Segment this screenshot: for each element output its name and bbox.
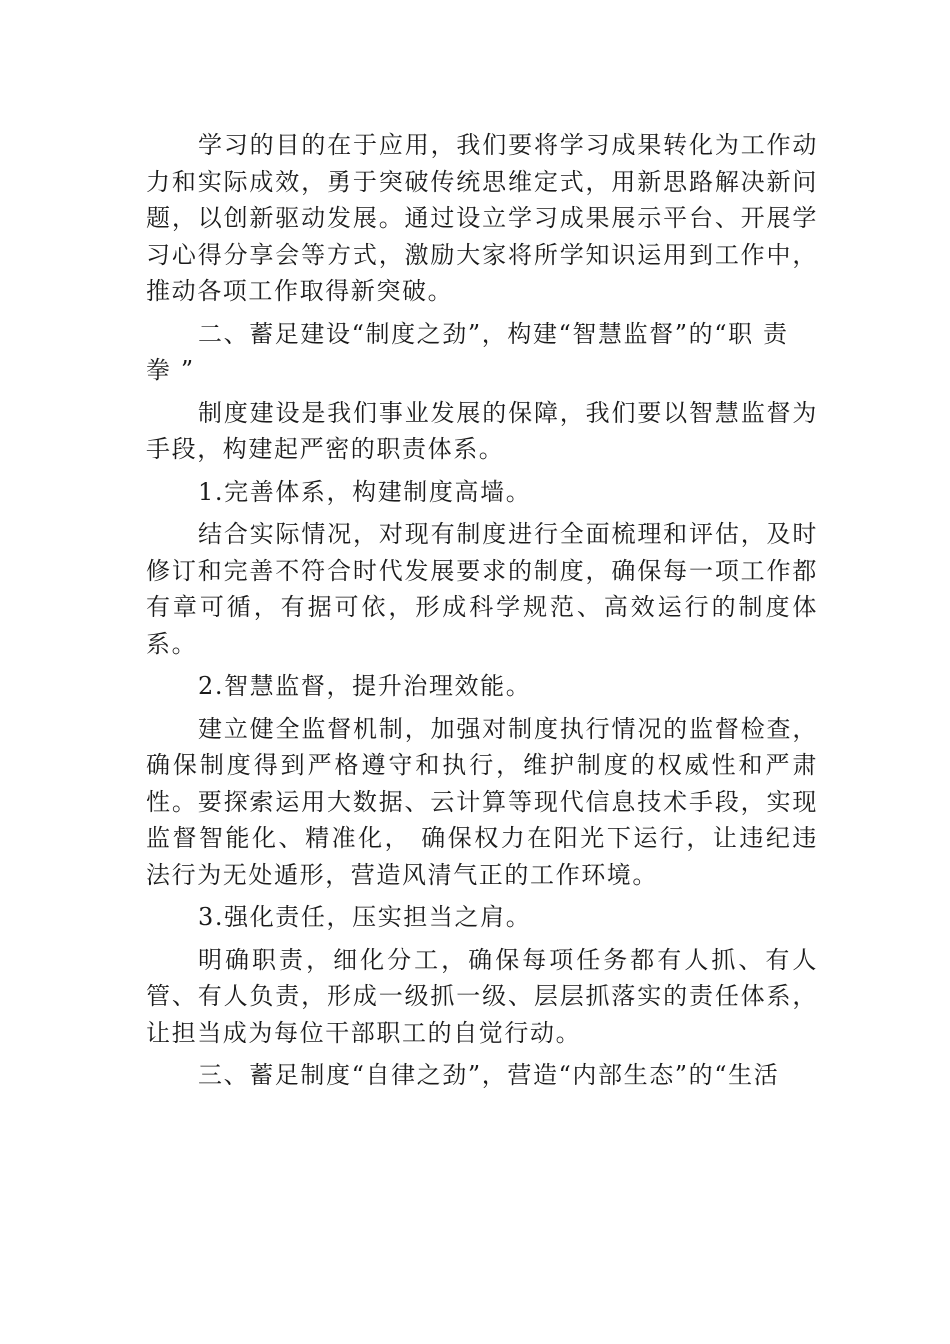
subheading-3: 3.强化责任，压实担当之肩。 bbox=[198, 903, 532, 931]
paragraph-system-review: 结合实际情况，对现有制度进行全面梳理和评估，及时修订和完善不符合时代发展要求的制度，确保每一项工作都有章可循，有据可依，形成科学规范、高效运行的制度体系。 bbox=[146, 520, 818, 658]
paragraph-study-application: 学习的目的在于应用，我们要将学习成果转化为工作动力和实际成效，勇于突破传统思维定式，用新思路解决新问题，以创新驱动发展。通过设立学习成果展示平台、开展学习心得分享会等方式，激励大家将所学知识运用到工作中，推动各项工作取得新突破。 bbox=[146, 131, 818, 305]
paragraph-smart-supervision: 建立健全监督机制，加强对制度执行情况的监督检查，确保制度得到严格遵守和执行，维护制度的权威性和严肃性。要探索运用大数据、云计算等现代信息技术手段，实现监督智能化、精准化， 确保权力在阳光下运行，让违纪违法行为无处遁形，营造风清气正的工作环境。 bbox=[146, 714, 818, 889]
document-body bbox=[146, 127, 818, 1100]
paragraph-responsibility: 明确职责，细化分工，确保每项任务都有人抓、有人管、有人负责，形成一级抓一级、层层抓落实的责任体系，让担当成为每位干部职工的自觉行动。 bbox=[146, 945, 818, 1047]
subheading-2: 2.智慧监督，提升治理效能。 bbox=[198, 672, 532, 700]
subheading-1: 1.完善体系，构建制度高墙。 bbox=[198, 477, 532, 506]
section-heading-three: 三、蓄足制度“自律之劲”，营造“内部生态”的“生活 bbox=[198, 1061, 780, 1089]
paragraph-institution-building: 制度建设是我们事业发展的保障，我们要以智慧监督为手段，构建起严密的职责体系。 bbox=[146, 398, 818, 463]
section-heading-two: 二、蓄足建设“制度之劲”，构建“智慧监督”的“职 责 拳 ” bbox=[146, 319, 789, 384]
